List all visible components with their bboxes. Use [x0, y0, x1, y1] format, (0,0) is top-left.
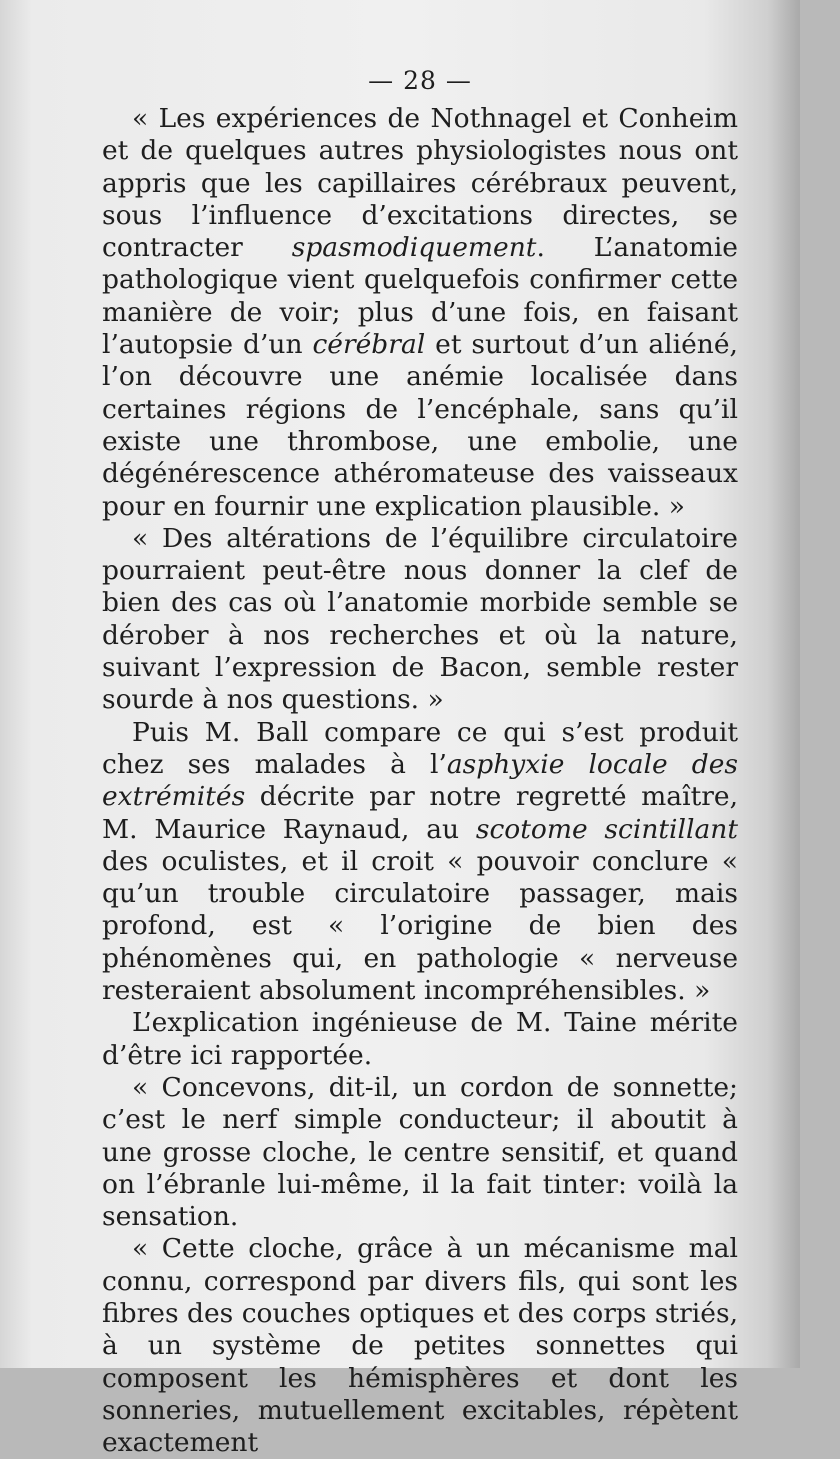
paragraph — [102, 103, 738, 523]
text-segment: Puis M. Ball compare ce qui s’est produit chez ses malades à l’ — [102, 716, 738, 780]
text-segment: « Cette cloche, grâce à un mécanisme mal connu, correspond par divers fils, qui sont les fibres des couches optiques et des corps striés, à un système de petites sonnettes qui composent les hémisphères et dont les sonneries, mutuellement excitables, répètent exactement — [102, 1233, 738, 1459]
paragraph — [102, 1007, 738, 1072]
paragraph — [102, 1233, 738, 1459]
italic-text: cérébral — [312, 329, 426, 361]
body-text — [102, 103, 738, 1459]
paragraph — [102, 1072, 738, 1233]
text-segment: « Des altérations de l’équilibre circulatoire pourraient peut-être nous donner la clef de bien des cas où l’anatomie morbide semble se dérober à nos recherches et où la nature, suivant l’expression de Bacon, semble rester sourde à nos questions. » — [102, 522, 738, 716]
paragraph — [102, 717, 738, 1008]
italic-text: spasmodiquement — [291, 232, 537, 264]
text-segment: décrite par notre regretté maître, M. Maurice Raynaud, au — [102, 781, 738, 845]
text-segment: . L’anatomie pathologique vient quelquefois confirmer cette manière de voir; plus d’une fois, en faisant l’autopsie d’un — [102, 232, 738, 361]
text-segment: des oculistes, et il croit « pouvoir conclure « qu’un trouble circulatoire passager, mais profond, est « l’origine de bien des phénomènes qui, en pathologie « nerveuse resteraient absolument incompréhensibles. » — [102, 845, 738, 1007]
italic-text: scotome scintillant — [475, 813, 739, 845]
text-segment: « Concevons, dit-il, un cordon de sonnette; c’est le nerf simple conducteur; il aboutit à une grosse cloche, le centre sensitif, et quand on l’ébranle lui-même, il la fait tinter: voilà la sensation. — [102, 1071, 738, 1233]
page-number: — 28 — — [368, 66, 472, 95]
text-segment: « Les expériences de Nothnagel et Conheim et de quelques autres physiologistes nous ont appris que les capillaires cérébraux peuvent, sous l’influence d’excitations directes, se contracter — [102, 103, 738, 264]
text-segment: et surtout d’un aliéné, l’on découvre une anémie localisée dans certaines régions de l’encéphale, sans qu’il existe une thrombose, une embolie, une dégénérescence athéromateuse des vaisseaux pour en fournir une explication plausible. » — [102, 329, 738, 522]
text-segment: L’explication ingénieuse de M. Taine mérite d’être ici rapportée. — [102, 1007, 738, 1071]
italic-text: asphyxie locale des extrémités — [102, 748, 738, 813]
paragraph — [102, 523, 738, 717]
